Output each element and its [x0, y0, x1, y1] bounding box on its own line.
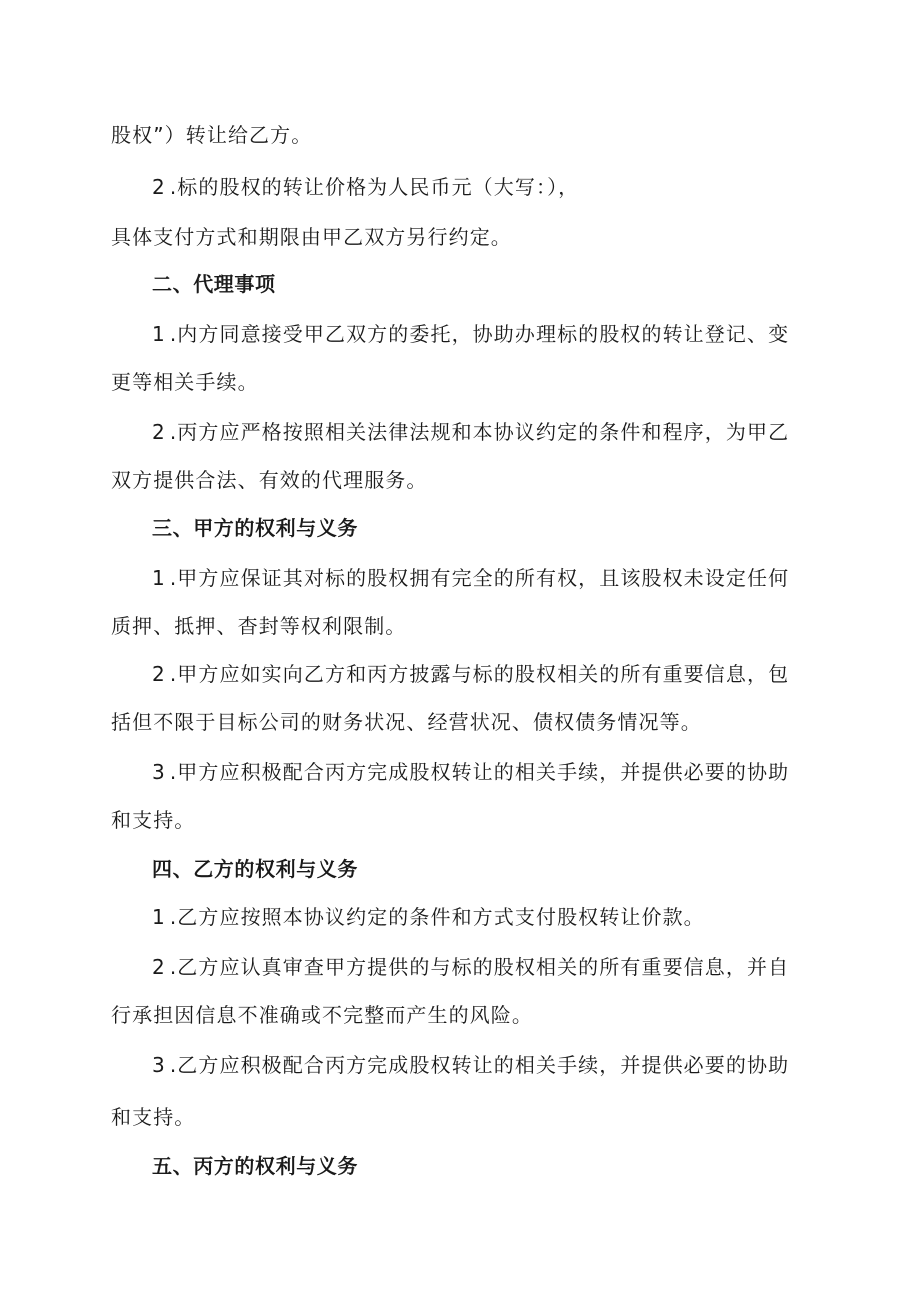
section-heading: [152, 855, 358, 883]
numbered-clause: [152, 418, 789, 446]
line-text: 行承担因信息不准确或不完整而产生的风险。: [111, 1003, 533, 1027]
heading-text: 三、甲方的权利与义务: [152, 516, 358, 540]
heading-text: 四、乙方的权利与义务: [152, 857, 358, 881]
paragraph-line: [111, 368, 259, 396]
section-heading: [152, 1152, 358, 1180]
section-heading: [152, 270, 276, 298]
line-text: 股权”）转让给乙方。: [111, 123, 313, 147]
line-text: 和支持。: [111, 808, 196, 832]
line-text: .标的股权的转让价格为人民币元（大写：），: [169, 175, 580, 199]
line-text: .乙方应积极配合丙方完成股权转让的相关手续，并提供必要的协助: [169, 1053, 790, 1077]
numbered-clause: [152, 173, 579, 201]
numbered-clause: [152, 1051, 789, 1079]
clause-number: 2: [152, 662, 166, 686]
numbered-clause: [152, 564, 789, 592]
paragraph-line: [111, 1001, 533, 1029]
line-text: 和支持。: [111, 1105, 196, 1129]
paragraph-line: [111, 806, 195, 834]
line-text: .甲方应如实向乙方和丙方披露与标的股权相关的所有重要信息，包: [169, 662, 790, 686]
line-text: .丙方应严格按照相关法律法规和本协议约定的条件和程序，为甲乙: [169, 420, 790, 444]
paragraph-line: [111, 708, 702, 736]
paragraph-line: [111, 121, 312, 149]
paragraph-line: [111, 223, 512, 251]
line-text: .甲方应积极配合丙方完成股权转让的相关手续，并提供必要的协助: [169, 760, 790, 784]
line-text: .乙方应认真审查甲方提供的与标的股权相关的所有重要信息，并自: [169, 955, 790, 979]
clause-number: 3: [152, 1053, 166, 1077]
clause-number: 2: [152, 175, 166, 199]
numbered-clause: [152, 660, 789, 688]
line-text: 更等相关手续。: [111, 370, 259, 394]
line-text: 质押、抵押、杳封等权利限制。: [111, 614, 407, 638]
line-text: .内方同意接受甲乙双方的委托，协助办理标的股权的转让登记、变: [169, 322, 790, 346]
paragraph-line: [111, 466, 428, 494]
numbered-clause: [152, 903, 705, 931]
heading-text: 五、丙方的权利与义务: [152, 1154, 358, 1178]
clause-number: 3: [152, 760, 166, 784]
clause-number: 2: [152, 955, 166, 979]
line-text: .甲方应保证其对标的股权拥有完全的所有权，且该股权未设定任何: [169, 566, 790, 590]
clause-number: 1: [152, 905, 166, 929]
paragraph-line: [111, 1103, 195, 1131]
clause-number: 1: [152, 566, 166, 590]
clause-number: 2: [152, 420, 166, 444]
numbered-clause: [152, 320, 789, 348]
line-text: 双方提供合法、有效的代理服务。: [111, 468, 428, 492]
line-text: 括但不限于目标公司的财务状况、经营状况、债权债务情况等。: [111, 710, 702, 734]
clause-number: 1: [152, 322, 166, 346]
section-heading: [152, 514, 358, 542]
line-text: .乙方应按照本协议约定的条件和方式支付股权转让价款。: [169, 905, 705, 929]
heading-text: 二、代理事项: [152, 272, 276, 296]
numbered-clause: [152, 758, 789, 786]
numbered-clause: [152, 953, 789, 981]
paragraph-line: [111, 612, 406, 640]
line-text: 具体支付方式和期限由甲乙双方另行约定。: [111, 225, 512, 249]
